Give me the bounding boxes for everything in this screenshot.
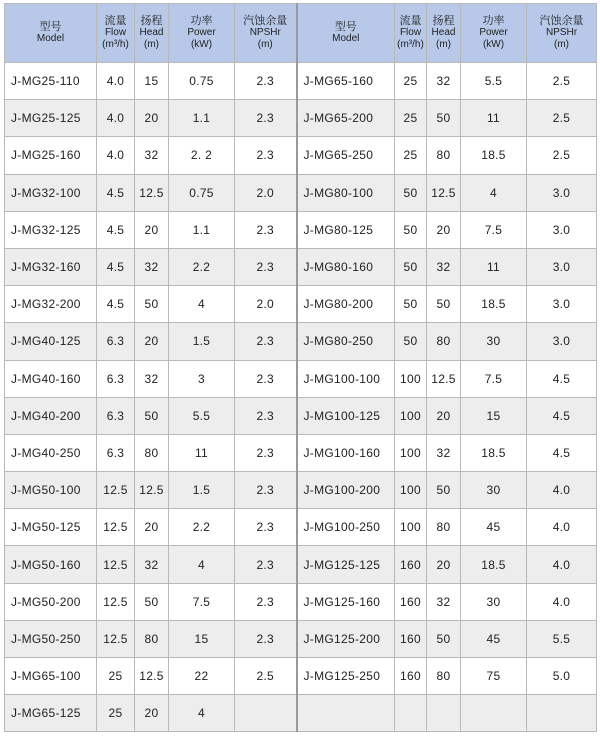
right-npsh-cell: 4.0: [527, 509, 597, 546]
left-head-cell: 20: [135, 323, 169, 360]
left-npsh-cell: 2.3: [235, 397, 297, 434]
left-head-cell: 32: [135, 360, 169, 397]
left-power-cell: 4: [169, 286, 235, 323]
right-flow-cell: 100: [395, 434, 427, 471]
table-row: [5, 100, 597, 137]
right-head-cell: 50: [427, 100, 461, 137]
table-body: [5, 63, 597, 732]
table-row: [5, 323, 597, 360]
right-head-cell: 50: [427, 286, 461, 323]
right-power-cell: 30: [461, 583, 527, 620]
right-flow-cell: 50: [395, 211, 427, 248]
right-model-cell: J-MG80-125: [297, 211, 395, 248]
header-model: 型号 Model: [5, 4, 97, 63]
left-npsh-cell: 2.3: [235, 211, 297, 248]
table-row: [5, 658, 597, 695]
left-power-cell: 0.75: [169, 174, 235, 211]
table-row: [5, 248, 597, 285]
right-model-cell: J-MG80-200: [297, 286, 395, 323]
left-npsh-cell: 2.3: [235, 100, 297, 137]
left-flow-cell: 6.3: [97, 360, 135, 397]
spec-table-wrapper: [4, 3, 597, 732]
left-model-cell: J-MG40-125: [5, 323, 97, 360]
right-power-cell: 4: [461, 174, 527, 211]
right-head-cell: 50: [427, 620, 461, 657]
left-flow-cell: 4.5: [97, 286, 135, 323]
left-head-cell: 12.5: [135, 658, 169, 695]
right-head-cell: 50: [427, 472, 461, 509]
left-head-cell: 15: [135, 63, 169, 100]
right-head-cell: 80: [427, 509, 461, 546]
right-model-cell: J-MG100-125: [297, 397, 395, 434]
left-power-cell: 4: [169, 546, 235, 583]
left-power-cell: 3: [169, 360, 235, 397]
right-flow-cell: 160: [395, 583, 427, 620]
table-row: [5, 63, 597, 100]
right-model-cell: J-MG100-160: [297, 434, 395, 471]
right-flow-cell: 50: [395, 323, 427, 360]
right-power-cell: 11: [461, 100, 527, 137]
right-head-cell: 20: [427, 546, 461, 583]
table-row: [5, 137, 597, 174]
left-npsh-cell: 2.3: [235, 248, 297, 285]
right-npsh-cell: [527, 695, 597, 732]
right-npsh-cell: 5.5: [527, 620, 597, 657]
right-npsh-cell: 4.0: [527, 583, 597, 620]
table-row: [5, 397, 597, 434]
right-power-cell: 18.5: [461, 434, 527, 471]
right-power-cell: 11: [461, 248, 527, 285]
left-head-cell: 80: [135, 620, 169, 657]
left-model-cell: J-MG50-125: [5, 509, 97, 546]
right-model-cell: J-MG80-250: [297, 323, 395, 360]
right-flow-cell: 160: [395, 546, 427, 583]
left-head-cell: 20: [135, 211, 169, 248]
left-npsh-cell: [235, 695, 297, 732]
right-model-cell: J-MG65-250: [297, 137, 395, 174]
left-flow-cell: 4.0: [97, 100, 135, 137]
right-flow-cell: 100: [395, 472, 427, 509]
left-model-cell: J-MG50-200: [5, 583, 97, 620]
table-header: [5, 4, 597, 63]
right-head-cell: 12.5: [427, 360, 461, 397]
left-flow-cell: 12.5: [97, 509, 135, 546]
left-head-cell: 12.5: [135, 472, 169, 509]
right-power-cell: 5.5: [461, 63, 527, 100]
left-flow-cell: 6.3: [97, 397, 135, 434]
table-row: [5, 583, 597, 620]
left-flow-cell: 12.5: [97, 583, 135, 620]
right-model-cell: J-MG65-200: [297, 100, 395, 137]
left-npsh-cell: 2.3: [235, 434, 297, 471]
right-power-cell: 18.5: [461, 546, 527, 583]
left-head-cell: 50: [135, 397, 169, 434]
header-head: 扬程 Head (m): [135, 4, 169, 63]
right-flow-cell: 25: [395, 137, 427, 174]
left-model-cell: J-MG25-110: [5, 63, 97, 100]
left-flow-cell: 6.3: [97, 434, 135, 471]
right-head-cell: 32: [427, 583, 461, 620]
right-head-cell: 20: [427, 397, 461, 434]
right-power-cell: 30: [461, 472, 527, 509]
pump-spec-table: [4, 3, 597, 732]
right-power-cell: 18.5: [461, 286, 527, 323]
right-power-cell: 45: [461, 509, 527, 546]
right-npsh-cell: 2.5: [527, 137, 597, 174]
left-power-cell: 22: [169, 658, 235, 695]
left-head-cell: 20: [135, 100, 169, 137]
right-npsh-cell: 4.0: [527, 546, 597, 583]
left-head-cell: 32: [135, 137, 169, 174]
right-model-cell: J-MG65-160: [297, 63, 395, 100]
left-power-cell: 1.5: [169, 323, 235, 360]
right-power-cell: 15: [461, 397, 527, 434]
right-power-cell: 75: [461, 658, 527, 695]
right-npsh-cell: 3.0: [527, 248, 597, 285]
header-flow: 流量 Flow (m³/h): [97, 4, 135, 63]
right-npsh-cell: 3.0: [527, 323, 597, 360]
right-npsh-cell: 4.0: [527, 472, 597, 509]
table-row: [5, 546, 597, 583]
left-model-cell: J-MG32-100: [5, 174, 97, 211]
left-npsh-cell: 2.3: [235, 583, 297, 620]
left-flow-cell: 25: [97, 658, 135, 695]
left-model-cell: J-MG32-200: [5, 286, 97, 323]
header-npsh-right: 汽蚀余量 NPSHr (m): [527, 4, 597, 63]
left-flow-cell: 25: [97, 695, 135, 732]
left-power-cell: 15: [169, 620, 235, 657]
right-head-cell: 32: [427, 248, 461, 285]
table-row: [5, 509, 597, 546]
right-model-cell: J-MG125-125: [297, 546, 395, 583]
left-head-cell: 12.5: [135, 174, 169, 211]
table-row: [5, 174, 597, 211]
right-flow-cell: 160: [395, 658, 427, 695]
left-head-cell: 32: [135, 546, 169, 583]
right-head-cell: 20: [427, 211, 461, 248]
right-flow-cell: 25: [395, 63, 427, 100]
left-power-cell: 2. 2: [169, 137, 235, 174]
left-flow-cell: 4.5: [97, 211, 135, 248]
left-model-cell: J-MG40-160: [5, 360, 97, 397]
left-model-cell: J-MG32-160: [5, 248, 97, 285]
right-npsh-cell: 3.0: [527, 286, 597, 323]
left-power-cell: 7.5: [169, 583, 235, 620]
left-flow-cell: 12.5: [97, 546, 135, 583]
table-row: [5, 360, 597, 397]
right-head-cell: 32: [427, 63, 461, 100]
right-npsh-cell: 3.0: [527, 174, 597, 211]
table-row: [5, 695, 597, 732]
left-model-cell: J-MG25-125: [5, 100, 97, 137]
left-npsh-cell: 2.5: [235, 658, 297, 695]
right-flow-cell: 100: [395, 509, 427, 546]
right-model-cell: J-MG125-250: [297, 658, 395, 695]
header-model-right: 型号 Model: [297, 4, 395, 63]
left-head-cell: 20: [135, 509, 169, 546]
left-flow-cell: 6.3: [97, 323, 135, 360]
right-model-cell: J-MG100-200: [297, 472, 395, 509]
right-model-cell: J-MG125-160: [297, 583, 395, 620]
right-power-cell: 45: [461, 620, 527, 657]
left-model-cell: J-MG65-125: [5, 695, 97, 732]
left-model-cell: J-MG50-250: [5, 620, 97, 657]
right-model-cell: J-MG100-250: [297, 509, 395, 546]
left-power-cell: 2.2: [169, 248, 235, 285]
right-npsh-cell: 3.0: [527, 211, 597, 248]
left-power-cell: 1.1: [169, 100, 235, 137]
table-row: [5, 434, 597, 471]
right-model-cell: J-MG100-100: [297, 360, 395, 397]
header-head-right: 扬程 Head (m): [427, 4, 461, 63]
left-model-cell: J-MG65-100: [5, 658, 97, 695]
left-power-cell: 1.1: [169, 211, 235, 248]
right-flow-cell: 50: [395, 174, 427, 211]
left-head-cell: 50: [135, 583, 169, 620]
left-flow-cell: 12.5: [97, 620, 135, 657]
left-power-cell: 2.2: [169, 509, 235, 546]
right-flow-cell: [395, 695, 427, 732]
left-power-cell: 0.75: [169, 63, 235, 100]
left-npsh-cell: 2.3: [235, 546, 297, 583]
right-flow-cell: 50: [395, 286, 427, 323]
right-npsh-cell: 2.5: [527, 63, 597, 100]
right-flow-cell: 100: [395, 360, 427, 397]
table-row: [5, 211, 597, 248]
header-power-right: 功率 Power (kW): [461, 4, 527, 63]
left-power-cell: 4: [169, 695, 235, 732]
left-npsh-cell: 2.3: [235, 323, 297, 360]
left-flow-cell: 4.5: [97, 248, 135, 285]
right-model-cell: [297, 695, 395, 732]
right-head-cell: 80: [427, 137, 461, 174]
left-power-cell: 1.5: [169, 472, 235, 509]
left-power-cell: 5.5: [169, 397, 235, 434]
table-row: [5, 472, 597, 509]
right-model-cell: J-MG80-160: [297, 248, 395, 285]
left-flow-cell: 12.5: [97, 472, 135, 509]
right-model-cell: J-MG80-100: [297, 174, 395, 211]
table-row: [5, 286, 597, 323]
left-flow-cell: 4.0: [97, 63, 135, 100]
right-flow-cell: 25: [395, 100, 427, 137]
left-model-cell: J-MG50-100: [5, 472, 97, 509]
right-flow-cell: 100: [395, 397, 427, 434]
left-npsh-cell: 2.3: [235, 63, 297, 100]
right-npsh-cell: 4.5: [527, 434, 597, 471]
right-head-cell: 80: [427, 323, 461, 360]
right-power-cell: 7.5: [461, 211, 527, 248]
header-power: 功率 Power (kW): [169, 4, 235, 63]
left-head-cell: 80: [135, 434, 169, 471]
left-model-cell: J-MG40-250: [5, 434, 97, 471]
right-head-cell: 32: [427, 434, 461, 471]
header-npsh: 汽蚀余量 NPSHr (m): [235, 4, 297, 63]
left-head-cell: 20: [135, 695, 169, 732]
left-npsh-cell: 2.3: [235, 620, 297, 657]
right-npsh-cell: 4.5: [527, 360, 597, 397]
right-power-cell: 7.5: [461, 360, 527, 397]
right-head-cell: [427, 695, 461, 732]
table-row: [5, 620, 597, 657]
left-npsh-cell: 2.0: [235, 174, 297, 211]
right-head-cell: 12.5: [427, 174, 461, 211]
right-npsh-cell: 2.5: [527, 100, 597, 137]
header-row: [5, 4, 597, 63]
right-head-cell: 80: [427, 658, 461, 695]
left-flow-cell: 4.5: [97, 174, 135, 211]
left-model-cell: J-MG40-200: [5, 397, 97, 434]
right-power-cell: 30: [461, 323, 527, 360]
left-npsh-cell: 2.0: [235, 286, 297, 323]
left-model-cell: J-MG50-160: [5, 546, 97, 583]
header-flow-right: 流量 Flow (m³/h): [395, 4, 427, 63]
right-power-cell: 18.5: [461, 137, 527, 174]
left-flow-cell: 4.0: [97, 137, 135, 174]
left-head-cell: 32: [135, 248, 169, 285]
right-model-cell: J-MG125-200: [297, 620, 395, 657]
left-head-cell: 50: [135, 286, 169, 323]
right-flow-cell: 160: [395, 620, 427, 657]
left-npsh-cell: 2.3: [235, 509, 297, 546]
right-power-cell: [461, 695, 527, 732]
left-npsh-cell: 2.3: [235, 137, 297, 174]
left-model-cell: J-MG32-125: [5, 211, 97, 248]
left-power-cell: 11: [169, 434, 235, 471]
left-npsh-cell: 2.3: [235, 360, 297, 397]
right-npsh-cell: 4.5: [527, 397, 597, 434]
right-flow-cell: 50: [395, 248, 427, 285]
left-npsh-cell: 2.3: [235, 472, 297, 509]
right-npsh-cell: 5.0: [527, 658, 597, 695]
left-model-cell: J-MG25-160: [5, 137, 97, 174]
